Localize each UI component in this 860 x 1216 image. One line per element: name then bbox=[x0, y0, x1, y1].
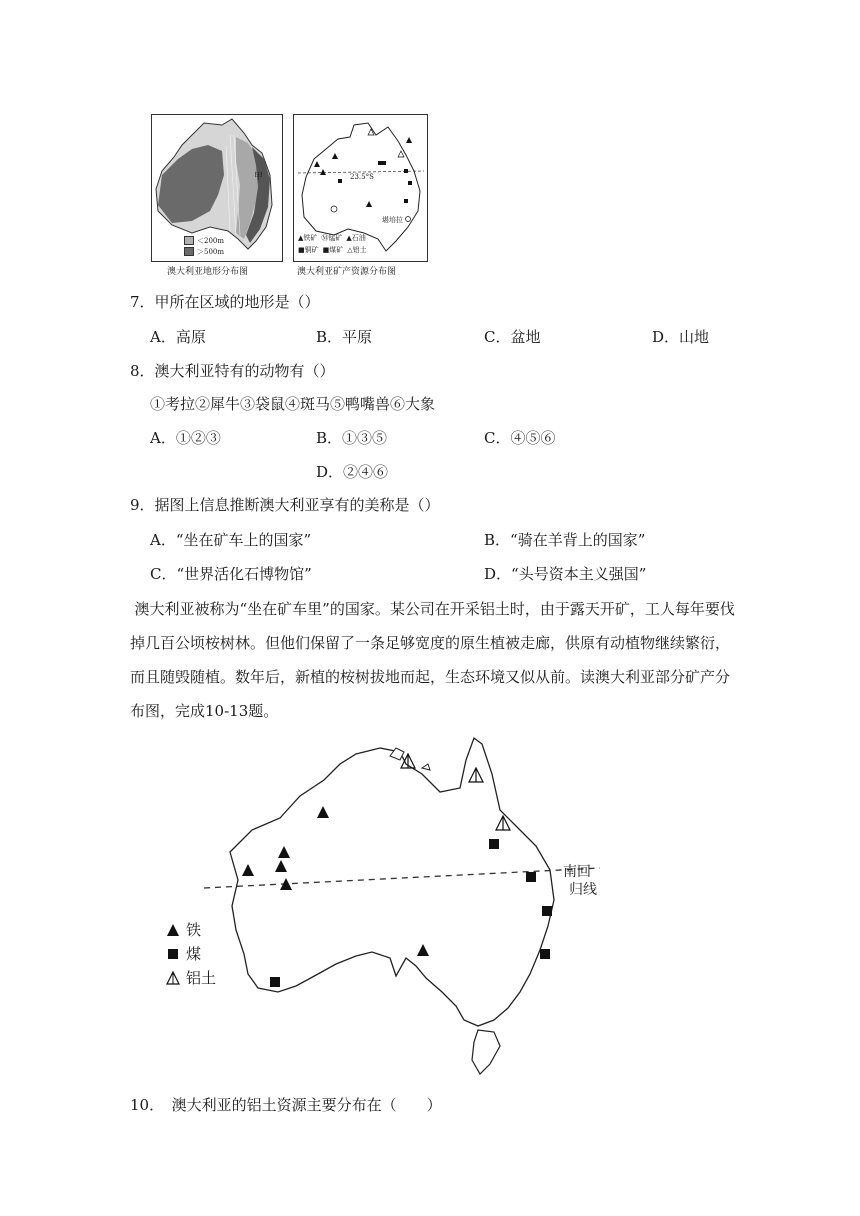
iron-symbol-icon bbox=[166, 923, 180, 937]
terrain-map bbox=[151, 114, 283, 262]
legend-bauxite-label: 铝土 bbox=[186, 969, 217, 987]
question-7-option-b: B．平原 bbox=[316, 328, 373, 346]
reading-passage: 澳大利亚被称为“坐在矿车里”的国家。某公司在开采铝土时，由于露天开矿，工人每年要伐掉几百公顷桉树林。但他们保留了一条足够宽度的原生植被走廊，供原有动植物继续繁衍，而且随毁随植。数年后，新植的桉树拔地而起，生态环境又似从前。读澳大利亚部分矿产分布图，完成10-13题。 bbox=[130, 600, 735, 720]
legend-item-manganese: Ⓜ锰矿 bbox=[321, 234, 343, 242]
terrain-legend bbox=[184, 235, 224, 257]
question-7-option-c: C．盆地 bbox=[484, 328, 541, 346]
legend-coal bbox=[166, 942, 216, 966]
legend-coal-label: 煤 bbox=[186, 945, 202, 963]
city-label-canberra: 堪培拉 bbox=[382, 216, 403, 224]
bauxite-symbol-icon bbox=[166, 971, 180, 985]
australia-minerals-map-graphic bbox=[160, 730, 630, 1084]
mineral-map bbox=[293, 114, 428, 262]
legend-item-iron: ▲铁矿 bbox=[298, 234, 318, 242]
question-9-option-a: A．“坐在矿车上的国家” bbox=[150, 531, 312, 549]
legend-iron-label: 铁 bbox=[186, 921, 202, 939]
latitude-label: 23.5°S bbox=[350, 173, 374, 181]
mineral-legend bbox=[298, 233, 424, 257]
legend-item-coal: ■煤矿 bbox=[322, 246, 344, 254]
legend-swatch-high bbox=[184, 247, 194, 256]
question-8-option-b: B．①③⑤ bbox=[316, 429, 388, 447]
question-9-option-d: D．“头号资本主义强国” bbox=[484, 565, 647, 583]
legend-label-high: ＞500m bbox=[197, 247, 224, 256]
question-8-option-a: A．①②③ bbox=[150, 429, 221, 447]
region-marker-jia: 甲 bbox=[254, 172, 264, 182]
question-7-option-d: D．山地 bbox=[652, 328, 710, 346]
mineral-map-caption: 澳大利亚矿产资源分布图 bbox=[297, 267, 397, 277]
question-7-option-a: A．高原 bbox=[150, 328, 206, 346]
question-8-stem: 8．澳大利亚特有的动物有（） bbox=[130, 362, 335, 380]
legend-swatch-low bbox=[184, 236, 194, 245]
australia-minerals-map bbox=[160, 730, 630, 1084]
legend-item-oil: ▲石油 bbox=[346, 234, 366, 242]
tropic-label-line2: 归线 bbox=[569, 882, 597, 898]
question-10-stem: 10． 澳大利亚的铝土资源主要分布在（ ） bbox=[130, 1096, 442, 1114]
question-7-stem: 7．甲所在区域的地形是（） bbox=[130, 293, 320, 311]
question-8-option-c: C．④⑤⑥ bbox=[484, 429, 556, 447]
question-9-stem: 9．据图上信息推断澳大利亚享有的美称是（） bbox=[130, 496, 440, 514]
question-9-option-b: B．“骑在羊背上的国家” bbox=[484, 531, 646, 549]
terrain-map-caption: 澳大利亚地形分布图 bbox=[167, 267, 249, 277]
tropic-label-line1: 南回 bbox=[563, 864, 591, 880]
legend-bauxite bbox=[166, 966, 216, 990]
question-9-option-c: C．“世界活化石博物馆” bbox=[150, 565, 312, 583]
legend-item-bauxite: △铝土 bbox=[347, 246, 367, 254]
legend-item-copper: ■铜矿 bbox=[298, 246, 319, 254]
tropic-label bbox=[563, 863, 597, 899]
coal-symbol-icon bbox=[166, 947, 180, 961]
question-8-animal-list: ①考拉②犀牛③袋鼠④斑马⑤鸭嘴兽⑥大象 bbox=[150, 395, 436, 413]
map-legend bbox=[166, 918, 216, 990]
legend-label-low: ＜200m bbox=[197, 236, 224, 245]
question-8-option-d: D．②④⑥ bbox=[316, 463, 389, 481]
legend-iron bbox=[166, 918, 216, 942]
